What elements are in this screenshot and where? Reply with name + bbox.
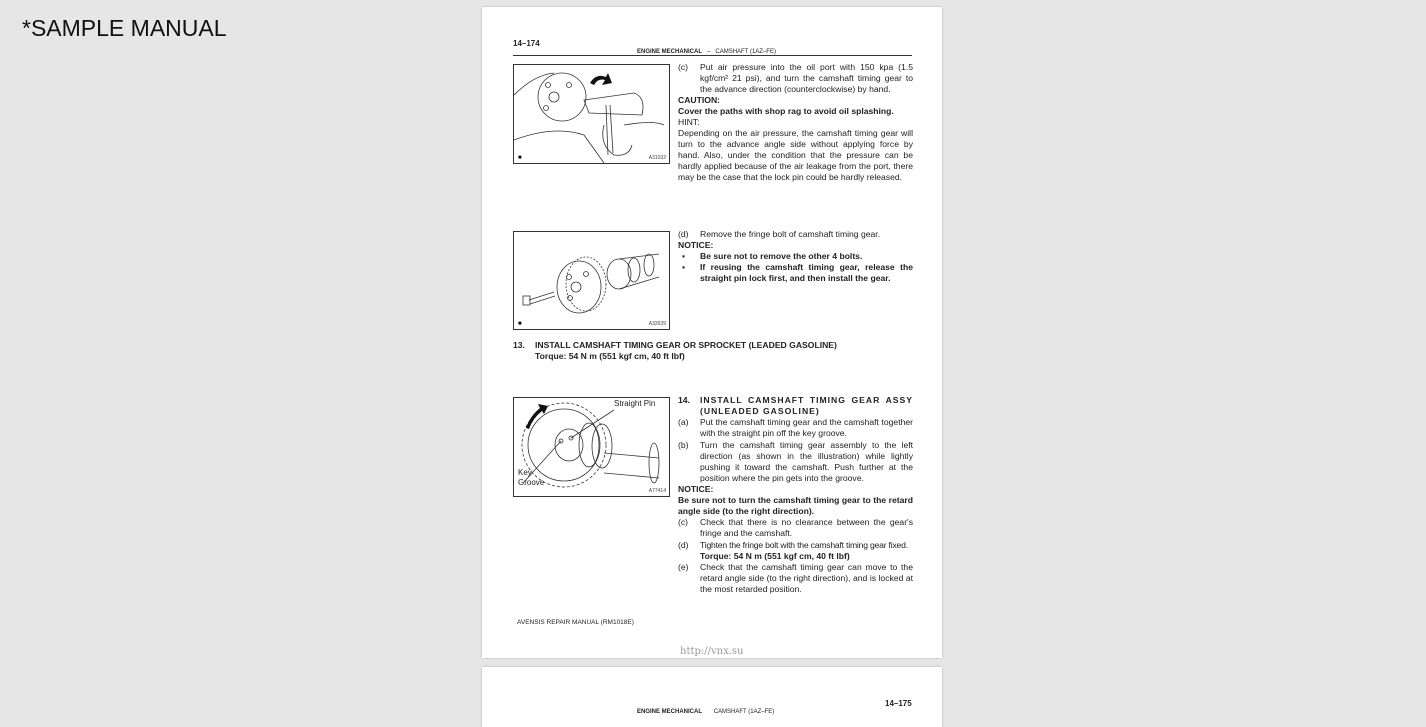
step-14b-text: Turn the camshaft timing gear assembly to the left direction (as shown in the illustration) while lightly pushing it toward the camshaft. Push further at the position where the pin gets into the groove. (700, 440, 913, 483)
header-section: ENGINE MECHANICAL (637, 709, 703, 715)
step-c-label: (c) (678, 62, 689, 72)
step-14c-text: Check that there is no clearance between the gear's fringe and the camshaft. (700, 517, 913, 538)
figure-marker-icon: ■ (518, 321, 522, 327)
step-14b-label: (b) (678, 440, 689, 450)
timing-gear-exploded-illustration (514, 232, 669, 329)
hint-text: Depending on the air pressure, the camshaft timing gear will turn to the advance angle side without applying force by hand. Also, under the condition that the pressure can be hardly applied because of the air leakage from the port, there may be the case that the lock pin could be hardly released. (678, 128, 913, 182)
manual-page-14-175 (482, 667, 942, 727)
step-13-title: INSTALL CAMSHAFT TIMING GEAR OR SPROCKET (LEADED GASOLINE) (535, 340, 837, 350)
figure-marker-icon: ■ (518, 155, 522, 161)
page-header (637, 707, 774, 718)
bullet-icon: ▪ (682, 251, 686, 261)
notice-item: If reusing the camshaft timing gear, release the straight pin lock first, and then install the gear. (700, 262, 913, 283)
step-14e-text: Check that the camshaft timing gear can move to the retard angle side (to the right direction), and is locked at the most retarded position. (700, 562, 913, 594)
step-14-number: 14. (678, 395, 690, 405)
notice-item: Be sure not to remove the other 4 bolts. (700, 251, 863, 261)
step-14c-label: (c) (678, 517, 689, 527)
caution-title: CAUTION: (678, 95, 721, 105)
caution-text: Cover the paths with shop rag to avoid oil splashing. (678, 106, 894, 116)
step-d-label: (d) (678, 229, 689, 239)
camshaft-gear-hand-illustration (514, 65, 669, 163)
step-14a-label: (a) (678, 417, 689, 427)
url-stamp: http://vnx.su (680, 646, 744, 657)
header-section: ENGINE MECHANICAL (637, 49, 703, 55)
header-rule (513, 55, 912, 56)
page-number: 14–175 (885, 699, 912, 708)
figure-id: A32639 (648, 321, 666, 327)
step-14e-label: (e) (678, 562, 689, 572)
manual-page-14-174 (482, 7, 942, 658)
step-d-text: Remove the fringe bolt of camshaft timing gear. (700, 229, 881, 239)
step-14a-text: Put the camshaft timing gear and the camshaft together with the straight pin off the key groove. (700, 417, 913, 438)
step-13-torque: Torque: 54 N m (551 kgf cm, 40 ft lbf) (535, 351, 685, 361)
step-c-text: Put air pressure into the oil port with 150 kpa (1.5 kgf/cm² 21 psi), and turn the camshaft timing gear to the advance direction (counterclockwise) by hand. (700, 62, 913, 94)
step-14d-label: (d) (678, 540, 689, 550)
step-14-title: INSTALL CAMSHAFT TIMING GEAR ASSY (UNLEADED GASOLINE) (700, 395, 913, 416)
step-14d-text: Tighten the fringe bolt with the camshaft timing gear fixed. (700, 540, 908, 550)
step-14d-torque: Torque: 54 N m (551 kgf cm, 40 ft lbf) (700, 551, 850, 561)
figure-id: A31032 (648, 155, 666, 161)
page-footer: AVENSIS REPAIR MANUAL (RM1018E) (517, 619, 634, 626)
bullet-icon: ▪ (682, 262, 686, 272)
figure-air-pressure-tool (513, 64, 670, 164)
label-key-groove: Key Groove (518, 468, 545, 487)
figure-gear-bolt-removal (513, 231, 670, 330)
header-subsection: CAMSHAFT (1AZ–FE) (715, 49, 776, 55)
header-subsection: CAMSHAFT (1AZ–FE) (713, 709, 775, 715)
step-13-number: 13. (513, 340, 525, 350)
hint-title: HINT: (678, 117, 700, 127)
figure-key-groove (513, 397, 670, 497)
notice-text: Be sure not to turn the camshaft timing gear to the retard angle side (to the right direction). (678, 495, 913, 516)
page-header (637, 47, 776, 58)
header-separator: – (707, 49, 711, 55)
page-number: 14–174 (513, 39, 540, 48)
notice-title: NOTICE: (678, 484, 714, 494)
figure-id: A77414 (648, 488, 666, 494)
sample-manual-watermark: *SAMPLE MANUAL (22, 15, 227, 41)
label-straight-pin: Straight Pin (614, 399, 656, 408)
notice-title: NOTICE: (678, 240, 714, 250)
